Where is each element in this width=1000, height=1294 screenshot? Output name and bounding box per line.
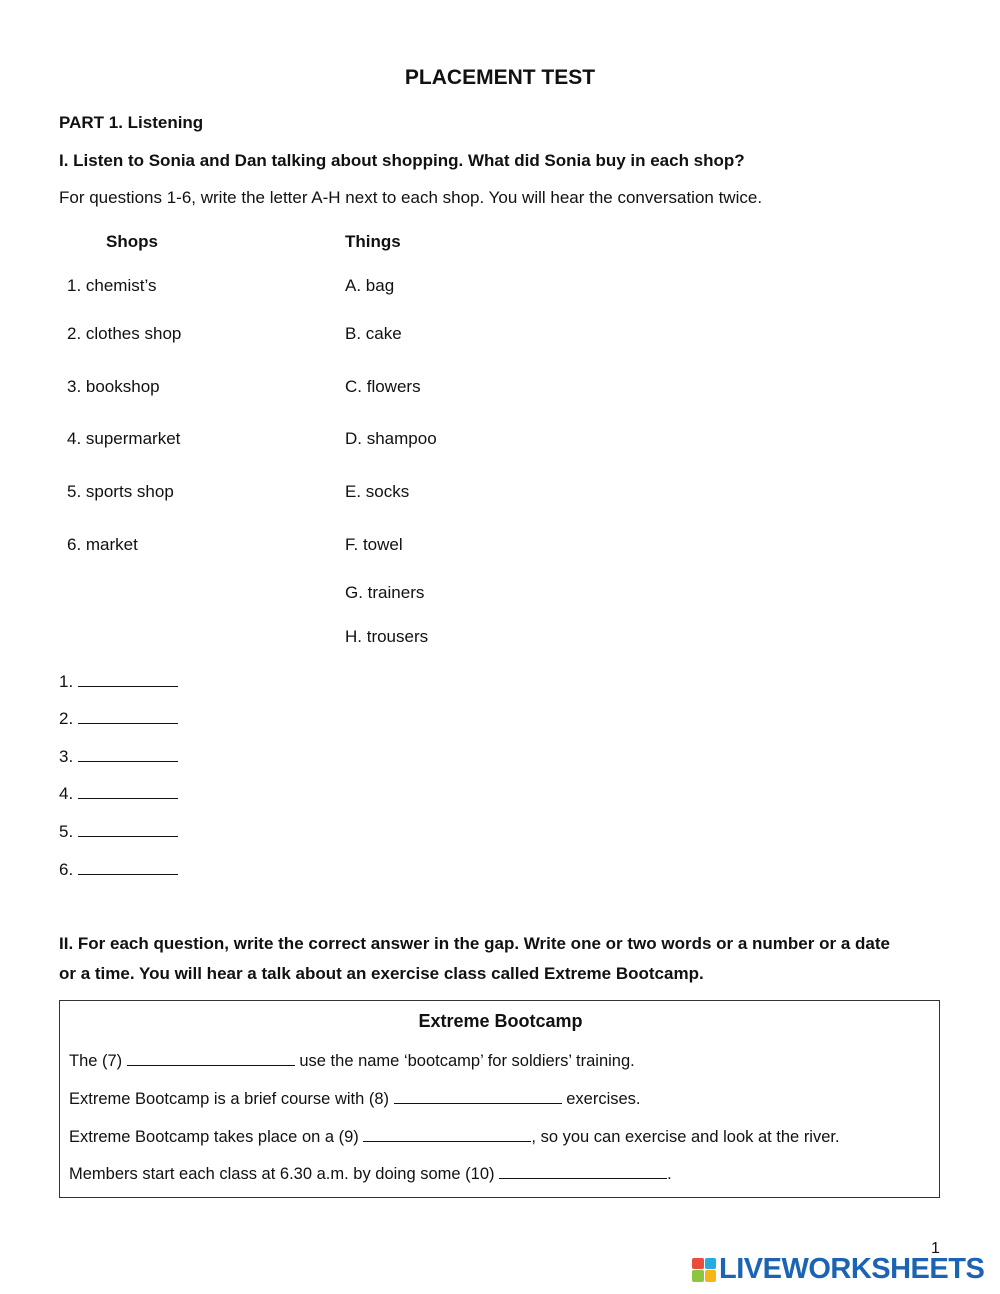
section-1-instruction: For questions 1-6, write the letter A-H next to each shop. You will hear the conversation twice.	[59, 188, 763, 207]
gap-line-8	[69, 1088, 641, 1109]
answer-number: 2.	[59, 709, 74, 728]
gap-input-9[interactable]	[363, 1126, 531, 1142]
shops-header: Shops	[106, 232, 158, 251]
answer-blank[interactable]	[78, 708, 178, 724]
answer-blank[interactable]	[78, 783, 178, 799]
answer-number: 4.	[59, 784, 74, 803]
brand-logo[interactable]	[692, 1253, 984, 1286]
gap-line-text: Extreme Bootcamp takes place on a (9)	[69, 1128, 359, 1146]
page-title: PLACEMENT TEST	[404, 66, 596, 89]
thing-item: G. trainers	[345, 583, 425, 602]
gap-line-text: Members start each class at 6.30 a.m. by doing some (10)	[69, 1165, 495, 1183]
answer-blank[interactable]	[78, 859, 178, 875]
thing-item: H. trousers	[345, 627, 429, 646]
answer-row	[59, 746, 178, 767]
answer-number: 1.	[59, 672, 74, 691]
things-header: Things	[345, 232, 401, 251]
answer-row	[59, 783, 178, 804]
liveworksheets-logo-icon	[692, 1258, 716, 1282]
section-2-heading-line-1: II. For each question, write the correct answer in the gap. Write one or two words or a number or a date	[59, 934, 890, 953]
gap-line-9	[69, 1126, 840, 1147]
gap-line-7	[69, 1050, 635, 1071]
gap-line-text: The (7)	[69, 1052, 123, 1070]
gap-input-7[interactable]	[127, 1050, 295, 1066]
thing-item: F. towel	[345, 535, 403, 554]
shop-item: 4. supermarket	[67, 429, 181, 448]
gap-line-text: Extreme Bootcamp is a brief course with (8)	[69, 1090, 390, 1108]
section-2-heading-line-2: or a time. You will hear a talk about an exercise class called Extreme Bootcamp.	[59, 964, 704, 983]
page-number: 1	[931, 1240, 940, 1257]
brand-name: LIVEWORKSHEETS	[719, 1253, 985, 1285]
section-1-heading: I. Listen to Sonia and Dan talking about shopping. What did Sonia buy in each shop?	[59, 151, 745, 170]
gap-line-text: exercises.	[566, 1090, 641, 1108]
answer-blank[interactable]	[78, 821, 178, 837]
answer-blank[interactable]	[78, 671, 178, 687]
thing-item: E. socks	[345, 482, 410, 501]
bootcamp-box	[59, 1000, 940, 1198]
shop-item: 2. clothes shop	[67, 324, 182, 343]
shop-item: 3. bookshop	[67, 377, 160, 396]
gap-input-8[interactable]	[394, 1088, 562, 1104]
gap-line-text: , so you can exercise and look at the river.	[531, 1128, 840, 1146]
answer-row	[59, 708, 178, 729]
part-heading: PART 1. Listening	[59, 113, 204, 132]
shop-item: 5. sports shop	[67, 482, 174, 501]
answer-number: 6.	[59, 860, 74, 879]
gap-line-text: use the name ‘bootcamp’ for soldiers’ training.	[299, 1052, 635, 1070]
shop-item: 6. market	[67, 535, 138, 554]
gap-line-10	[69, 1163, 672, 1184]
answer-row	[59, 671, 178, 692]
answer-number: 5.	[59, 822, 74, 841]
answer-row	[59, 859, 178, 880]
thing-item: B. cake	[345, 324, 402, 343]
answer-blank[interactable]	[78, 746, 178, 762]
gap-input-10[interactable]	[499, 1163, 667, 1179]
shop-item: 1. chemist’s	[67, 276, 157, 295]
thing-item: C. flowers	[345, 377, 421, 396]
thing-item: A. bag	[345, 276, 395, 295]
thing-item: D. shampoo	[345, 429, 437, 448]
answer-row	[59, 821, 178, 842]
gap-line-text: .	[667, 1165, 672, 1183]
answer-number: 3.	[59, 747, 74, 766]
bootcamp-box-title: Extreme Bootcamp	[418, 1011, 583, 1031]
